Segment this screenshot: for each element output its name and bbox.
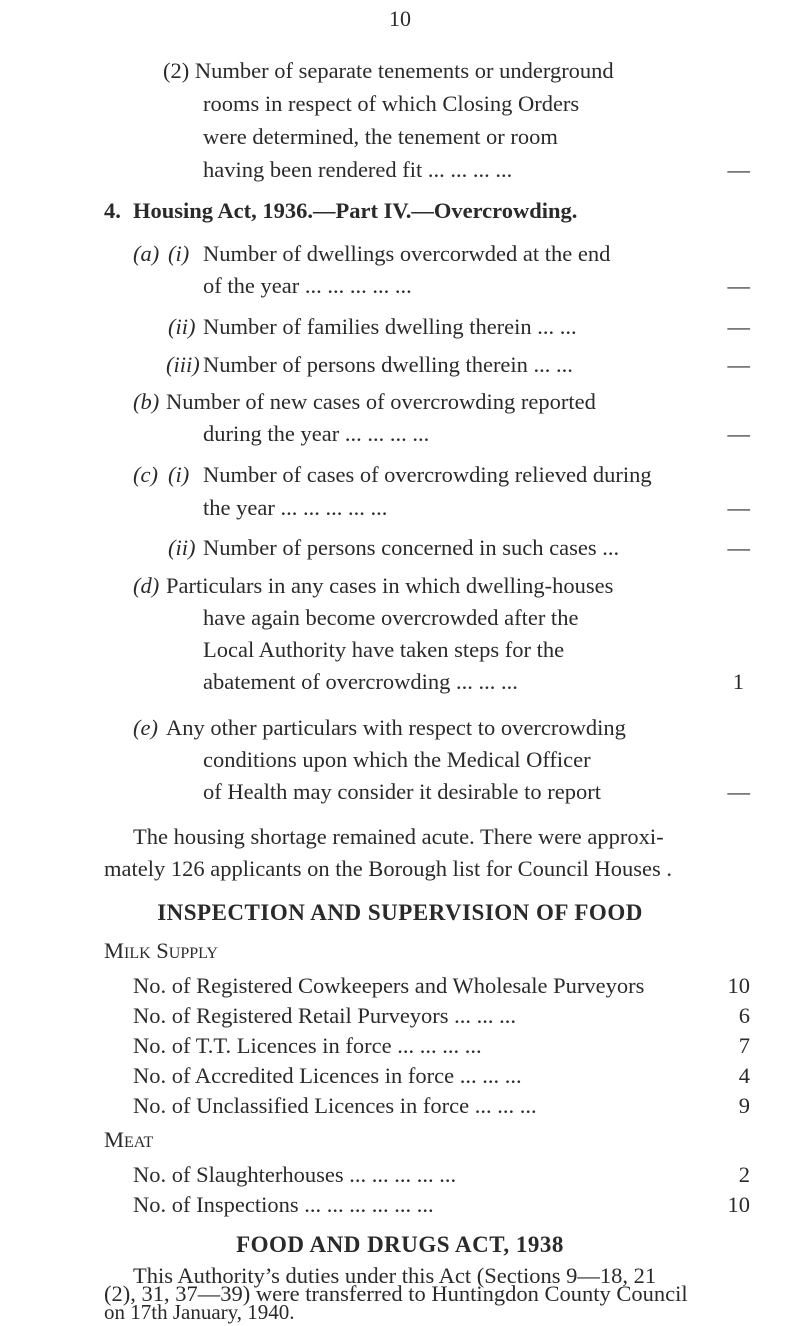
- c-i-value: —: [727, 495, 750, 520]
- c-ii-value: —: [727, 535, 750, 560]
- food-drugs-heading: FOOD AND DRUGS ACT, 1938: [236, 1232, 564, 1257]
- sub-c-ii: (ii): [168, 535, 196, 560]
- item-2-line-3: were determined, the tenement or room: [203, 124, 558, 149]
- d-line-3: Local Authority have taken steps for the: [203, 637, 565, 662]
- page-number: 10: [389, 6, 411, 31]
- meat-row-value: 10: [727, 1192, 750, 1217]
- meat-heading: Meat: [104, 1127, 154, 1152]
- a-iii-text: Number of persons dwelling therein ... ...: [203, 352, 573, 377]
- a-i-line-2: of the year ... ... ... ... ...: [203, 273, 412, 298]
- housing-note-line-1: The housing shortage remained acute. There were approxi-: [133, 824, 664, 849]
- milk-row-value: 4: [738, 1063, 750, 1088]
- d-value: 1: [732, 669, 744, 694]
- c-i-line-2: the year ... ... ... ... ...: [203, 495, 388, 520]
- meat-row-value: 2: [738, 1162, 750, 1187]
- sub-a-ii: (ii): [168, 314, 196, 339]
- milk-row-label: No. of T.T. Licences in force ... ... ... ...: [133, 1033, 482, 1058]
- e-value: —: [727, 779, 750, 804]
- meat-row-label: No. of Inspections ... ... ... ... ... ...: [133, 1192, 434, 1217]
- milk-row-label: No. of Registered Retail Purveyors ... ... ...: [133, 1003, 517, 1028]
- sub-a-iii: (iii): [166, 352, 200, 377]
- c-ii-text: Number of persons concerned in such cases ...: [203, 535, 620, 560]
- milk-row-value: 9: [738, 1093, 750, 1118]
- e-line-3: of Health may consider it desirable to report: [203, 779, 601, 804]
- item-2-line-4: having been rendered fit ... ... ... ...: [203, 157, 513, 182]
- a-ii-value: —: [727, 314, 750, 339]
- milk-row-label: No. of Registered Cowkeepers and Wholesale Purveyors: [133, 973, 645, 998]
- label-b: (b): [133, 389, 160, 414]
- milk-row-label: No. of Unclassified Licences in force ... ... ...: [133, 1093, 537, 1118]
- inspection-heading: INSPECTION AND SUPERVISION OF FOOD: [157, 900, 643, 925]
- meat-row-label: No. of Slaughterhouses ... ... ... ... ...: [133, 1162, 457, 1187]
- a-iii-value: —: [727, 352, 750, 377]
- item-2-line-2: rooms in respect of which Closing Orders: [203, 91, 580, 116]
- milk-row-value: 6: [738, 1003, 750, 1028]
- housing-note-line-2: mately 126 applicants on the Borough list for Council Houses .: [104, 856, 673, 881]
- label-c: (c): [133, 462, 158, 487]
- milk-row-value: 10: [727, 973, 750, 998]
- milk-supply-heading: Milk Supply: [104, 938, 218, 963]
- label-d: (d): [133, 573, 160, 598]
- label-e: (e): [133, 715, 158, 740]
- section-4-title: Housing Act, 1936.—Part IV.—Overcrowding.: [133, 198, 578, 223]
- b-line-1: Number of new cases of overcrowding reported: [166, 389, 596, 414]
- food-drugs-line-3: on 17th January, 1940.: [104, 1300, 295, 1324]
- d-line-2: have again become overcrowded after the: [203, 605, 579, 630]
- item-2-line-1: (2) Number of separate tenements or underground: [163, 58, 614, 83]
- label-a: (a): [133, 241, 160, 266]
- milk-row-value: 7: [738, 1033, 750, 1058]
- food-drugs-line-2: (2), 31, 37—39) were transferred to Huntingdon County Council: [104, 1281, 688, 1306]
- section-4-number: 4.: [104, 198, 121, 223]
- sub-c-i: (i): [168, 462, 190, 487]
- d-line-1: Particulars in any cases in which dwelling-houses: [166, 573, 614, 598]
- e-line-2: conditions upon which the Medical Officer: [203, 747, 591, 772]
- food-drugs-line-1: This Authority’s duties under this Act (Sections 9—18, 21: [133, 1263, 657, 1288]
- a-i-line-1: Number of dwellings overcorwded at the end: [203, 241, 611, 266]
- a-i-value: —: [727, 273, 750, 298]
- milk-row-label: No. of Accredited Licences in force ... ... ...: [133, 1063, 522, 1088]
- b-line-2: during the year ... ... ... ...: [203, 421, 430, 446]
- b-value: —: [727, 421, 750, 446]
- d-line-4: abatement of overcrowding ... ... ...: [203, 669, 518, 694]
- item-2-value: —: [727, 157, 750, 182]
- sub-a-i: (i): [168, 241, 190, 266]
- c-i-line-1: Number of cases of overcrowding relieved during: [203, 462, 652, 487]
- e-line-1: Any other particulars with respect to overcrowding: [166, 715, 626, 740]
- a-ii-text: Number of families dwelling therein ... ...: [203, 314, 577, 339]
